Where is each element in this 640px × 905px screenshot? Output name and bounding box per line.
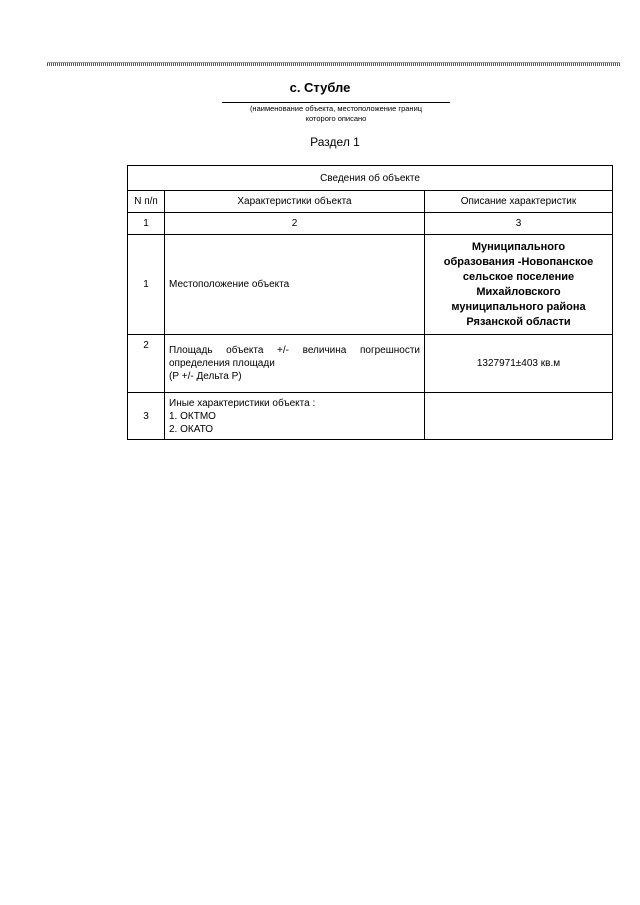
column-header-number: N п/п xyxy=(128,191,165,213)
caption-line: (наименование объекта, местоположение границ xyxy=(249,104,423,113)
table-row xyxy=(128,393,613,440)
column-header-description: Описание характеристик xyxy=(425,191,613,213)
top-divider xyxy=(47,62,620,66)
column-header-characteristic: Характеристики объекта xyxy=(165,191,425,213)
row-characteristic xyxy=(165,393,425,440)
description-line: муниципального района xyxy=(451,300,586,313)
row-number: 2 xyxy=(128,335,165,393)
description-line: сельское поселение xyxy=(462,270,575,283)
description-line: Муниципального xyxy=(471,240,566,253)
row-description xyxy=(425,393,613,440)
characteristic-line: (Р +/- Дельта Р) xyxy=(169,371,242,382)
row-description xyxy=(425,335,613,393)
characteristic-line: Иные характеристики объекта : xyxy=(169,397,316,409)
row-characteristic xyxy=(165,335,425,393)
description-line: Рязанской области xyxy=(466,315,571,328)
table-row xyxy=(128,235,613,335)
description-line: образования -Новопанское xyxy=(443,255,594,268)
row-number: 3 xyxy=(128,393,165,440)
column-index: 1 xyxy=(128,213,165,235)
column-headers-row xyxy=(128,191,613,213)
document-title: с. Стубле xyxy=(289,80,351,95)
table-row xyxy=(128,335,613,393)
characteristic-line: Площадь объекта +/- величина погрешности xyxy=(169,345,420,356)
row-characteristic xyxy=(165,235,425,335)
table-header-row xyxy=(128,166,613,191)
row-number: 1 xyxy=(128,235,165,335)
description-line: Михайловского xyxy=(476,285,561,298)
section-title: Раздел 1 xyxy=(310,135,360,149)
description-line: 1327971±403 кв.м xyxy=(476,358,561,369)
column-index: 2 xyxy=(165,213,425,235)
column-index: 3 xyxy=(425,213,613,235)
column-index-row xyxy=(128,213,613,235)
row-description xyxy=(425,235,613,335)
title-underline xyxy=(222,102,450,103)
characteristic-line: 2. ОКАТО xyxy=(169,423,214,435)
title-caption xyxy=(222,104,450,124)
caption-line: которого описано xyxy=(305,114,367,123)
characteristic-line: 1. ОКТМО xyxy=(169,410,216,422)
object-info-table xyxy=(127,165,613,440)
characteristic-line: определения площади xyxy=(169,358,275,369)
table-header: Сведения об объекте xyxy=(128,166,613,191)
characteristic-line: Местоположение объекта xyxy=(169,279,290,290)
